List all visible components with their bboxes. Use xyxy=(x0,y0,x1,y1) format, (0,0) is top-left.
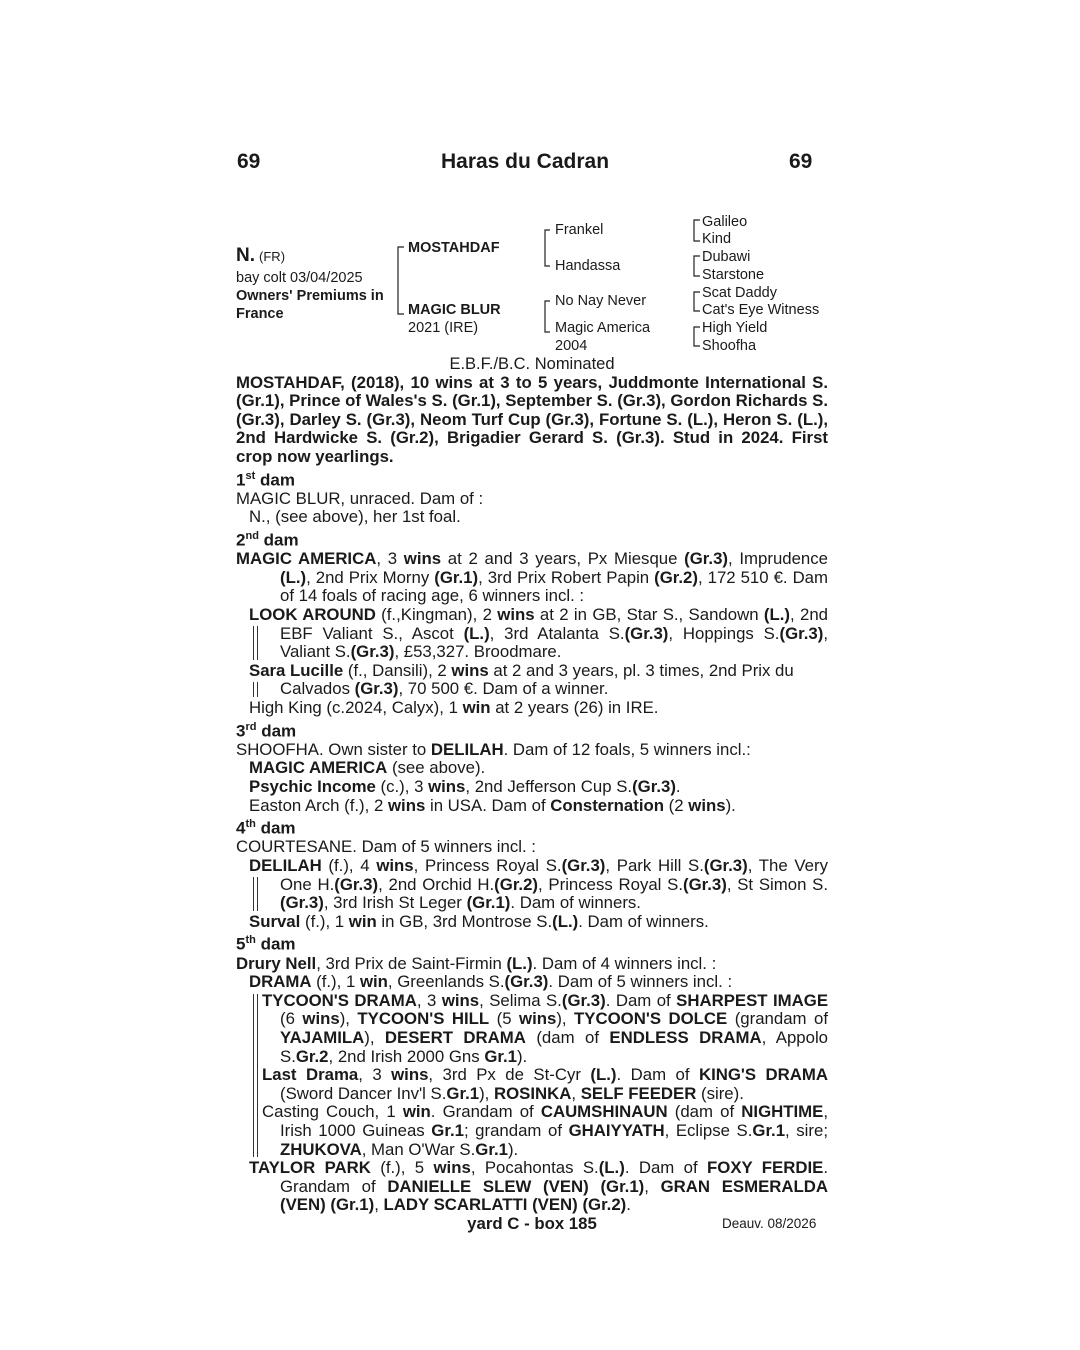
fifth-dam-entry: Drury Nell, 3rd Prix de Saint-Firmin (L.). Dam of 4 winners incl. : xyxy=(236,953,717,973)
produce-sara-lucille: Sara Lucille (f., Dansili), 2 wins at 2 and 3 years, pl. 3 times, 2nd Prix du Calvados (Gr.3), 70 500 €. Dam of a winner. xyxy=(236,662,828,699)
produce-psychic-income: Psychic Income (c.), 3 wins, 2nd Jefferson Cup S.(Gr.3). xyxy=(249,777,681,797)
produce-tycoons-drama: TYCOON'S DRAMA, 3 wins, Selima S.(Gr.3). Dam of SHARPEST IMAGE (6 wins), TYCOON'S HILL (5 wins), TYCOON'S DOLCE (grandam of YAJAMILA), DESERT DRAMA (dam of ENDLESS DRAMA, Appolo S.Gr.2, 2nd Irish 2000 Gns Gr.1). xyxy=(262,990,829,1066)
lot-number-left: 69 xyxy=(237,150,261,173)
granddam-2: Magic America xyxy=(555,320,651,336)
ggs-8: Shoofha xyxy=(702,338,757,354)
third-dam-heading: 3rd dam xyxy=(236,720,297,741)
consignor-title: Haras du Cadran xyxy=(440,150,610,173)
produce-drama: DRAMA (f.), 1 win, Greenlands S.(Gr.3). Dam of 5 winners incl. : xyxy=(249,972,733,992)
granddam-1: Handassa xyxy=(555,258,621,274)
second-dam-heading: 2nd dam xyxy=(236,530,299,550)
produce-bar xyxy=(253,994,258,1157)
horse-name: N. xyxy=(236,245,255,266)
stable-location: yard C - box 185 xyxy=(467,1214,597,1233)
fourth-dam-heading: 4th dam xyxy=(236,818,296,838)
premium-line-1: Owners' Premiums in xyxy=(236,288,384,304)
premium-line-2: France xyxy=(236,306,284,322)
grandsire-2: No Nay Never xyxy=(555,293,647,309)
first-dam-heading: 1st dam xyxy=(236,469,295,490)
granddam-2-year: 2004 xyxy=(555,338,588,354)
drama-produce-group xyxy=(236,992,828,1159)
produce-high-king: High King (c.2024, Calyx), 1 win at 2 years (26) in IRE. xyxy=(249,698,659,717)
nomination-line: E.B.F./B.C. Nominated xyxy=(449,355,615,373)
first-dam-line: MAGIC BLUR, unraced. Dam of : xyxy=(236,488,484,508)
ggs-6: Cat's Eye Witness xyxy=(702,302,820,318)
produce-last-drama: Last Drama, 3 wins, 3rd Px de St-Cyr (L.). Dam of KING'S DRAMA (Sword Dancer Inv'l S.Gr.1), ROSINKA, SELF FEEDER (sire). xyxy=(262,1065,828,1103)
ggs-7: High Yield xyxy=(702,320,768,336)
produce-taylor-park: TAYLOR PARK (f.), 5 wins, Pocahontas S.(L.). Dam of FOXY FERDIE. Grandam of DANIELLE SLEW (VEN) (Gr.1), GRAN ESMERALDA (VEN) (Gr.1), LADY SCARLATTI (VEN) (Gr.2). xyxy=(249,1158,828,1215)
produce-look-around: LOOK AROUND (f.,Kingman), 2 wins at 2 in GB, Star S., Sandown (L.), 2nd EBF Valiant S., Ascot (L.), 3rd Atalanta S.(Gr.3), Hoppings S.(Gr.3), Valiant S.(Gr.3), £53,327. Broodmare. xyxy=(236,606,828,662)
fifth-dam-heading: 5th dam xyxy=(236,934,296,955)
sire-summary: MOSTAHDAF, (2018), 10 wins at 3 to 5 years, Juddmonte International S. (Gr.1), Prince of Wales's S. (Gr.1), September S. (Gr.3), Gordon Richards S. (Gr.3), Darley S. (Gr.3), Neom Turf Cup (Gr.3), Fortune S. (L.), Heron S. (L.), 2nd Hardwicke S. (Gr.2), Brigadier Gerard S. (Gr.3). Stud in 2024. First crop now yearlings. xyxy=(236,372,828,466)
sale-reference: Deauv. 08/2026 xyxy=(722,1216,817,1231)
produce-easton-arch: Easton Arch (f.), 2 wins in USA. Dam of Consternation (2 wins). xyxy=(249,795,736,815)
horse-description: bay colt 03/04/2025 xyxy=(236,270,363,286)
produce-surval: Surval (f.), 1 win in GB, 3rd Montrose S.(L.). Dam of winners. xyxy=(249,911,709,931)
fourth-dam-entry: COURTESANE. Dam of 5 winners incl. : xyxy=(236,837,536,857)
second-dam-entry: MAGIC AMERICA, 3 wins at 2 and 3 years, Px Miesque (Gr.3), Imprudence (L.), 2nd Prix Morny (Gr.1), 3rd Prix Robert Papin (Gr.2), 172 510 €. Dam of 14 foals of racing age, 6 winners incl. : xyxy=(236,549,828,606)
sire-name: MOSTAHDAF xyxy=(408,240,500,256)
ggs-4: Starstone xyxy=(702,267,765,283)
dam-info: 2021 (IRE) xyxy=(408,320,479,336)
lot-number-right: 69 xyxy=(789,150,813,173)
third-dam-entry: SHOOFHA. Own sister to DELILAH. Dam of 12 foals, 5 winners incl.: xyxy=(236,739,751,759)
dam-name: MAGIC BLUR xyxy=(408,302,501,318)
ggs-5: Scat Daddy xyxy=(702,285,777,301)
ggs-1: Galileo xyxy=(702,214,748,230)
ggs-2: Kind xyxy=(702,231,732,247)
first-dam-produce: N., (see above), her 1st foal. xyxy=(249,507,461,527)
produce-delilah: DELILAH (f.), 4 wins, Princess Royal S.(Gr.3), Park Hill S.(Gr.3), The Very One H.(Gr.3), 2nd Orchid H.(Gr.2), Princess Royal S.(Gr.3), St Simon S.(Gr.3), 3rd Irish St Leger (Gr.1). Dam of winners. xyxy=(236,857,828,913)
produce-magic-america: MAGIC AMERICA (see above). xyxy=(249,758,486,778)
produce-casting-couch: Casting Couch, 1 win. Grandam of CAUMSHINAUN (dam of NIGHTIME, Irish 1000 Guineas Gr.1; grandam of GHAIYYATH, Eclipse S.Gr.1, sire; ZHUKOVA, Man O'War S.Gr.1). xyxy=(262,1102,828,1159)
horse-name-block xyxy=(236,247,285,266)
horse-country: (FR) xyxy=(259,249,286,264)
ggs-3: Dubawi xyxy=(702,249,751,265)
catalogue-body xyxy=(236,355,828,1234)
grandsire-1: Frankel xyxy=(555,222,604,238)
pedigree-brackets xyxy=(0,0,1080,400)
